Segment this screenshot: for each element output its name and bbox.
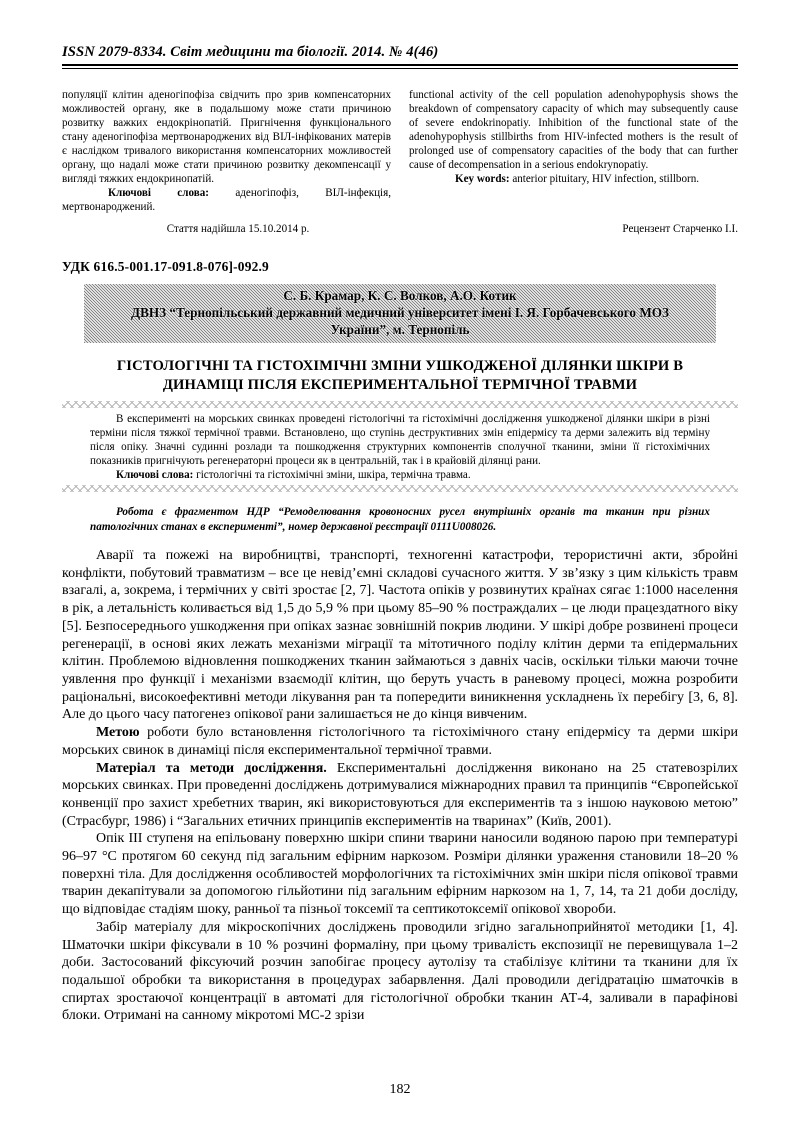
reviewer-name: Рецензент Старченко І.І. <box>622 223 738 236</box>
article-abstract-text: В експерименті на морських свинках проведені гістологічні та гістохімічні дослідження ушкодженої ділянки шкіри в різні терміни після тяжкої термічної травми. Встановлено, що ступінь деструктивних змін епідермісу та дерми залежить від терміну після опіку. Значні судинні розлади та пошкодження структурних компонентів сполучної тканини, зміни її гістохімічних показників пригнічують регенераторні процеси як в центральній, так і в крайовій ділянці рани. <box>90 412 710 467</box>
paragraph-text: Забір матеріалу для мікроскопічних досліджень проводили згідно загальноприйнятої методики [1, 4]. Шматочки шкіри фіксували в 10 % розчині формаліну, при цьому тривалість експозиції не перевищувала 1–2 доби. Застосований фіксуючий розчин запобігає процесу аутолізу та стабілізує клітини та тканини для їх подальшої обробки та використання в процедурах забарвлення. Далі проводили дегідратацію шматочків в спиртах зростаючої концентрації в автоматі для гістологічної обробки тканин АТ-4, заливали в парафінові блоки. Отримані на санному мікротомі МС-2 зрізи <box>62 919 738 1024</box>
article-title <box>62 357 738 395</box>
paragraph-lead: Матеріал та методи дослідження. <box>96 760 327 776</box>
body-paragraph <box>62 919 738 1025</box>
authors-line: С. Б. Крамар, К. С. Волков, А.О. Котик <box>283 288 517 304</box>
page-number: 182 <box>389 1082 411 1097</box>
article-title-line-2: ДИНАМІЦІ ПІСЛЯ ЕКСПЕРИМЕНТАЛЬНОЇ ТЕРМІЧНОЇ ТРАВМИ <box>162 376 638 393</box>
keywords-label-english: Key words: <box>455 173 510 186</box>
paragraph-text: Експериментальні дослідження виконано на 25 статевозрілих морських свинках. При проведенні досліджень дотримувалися міжнародних правил та принципів “Європейської конвенції про захист хребетних тварин, які використовуються для експериментів та з іншою науковою метою” (Страсбург, 1986) і “Загальних етичних принципів експериментів на тваринах” (Київ, 2001). <box>62 760 739 829</box>
keywords-line-english <box>409 172 738 186</box>
article-abstract <box>90 412 710 482</box>
header-rule <box>62 64 738 69</box>
funding-note <box>90 505 710 534</box>
keywords-text-ukrainian: аденогіпофіз, ВІЛ-інфекція, мертвонароджений. <box>62 187 391 214</box>
funding-note-text: Робота є фрагментом НДР “Ремоделювання кровоносних русел внутрішніх органів та тканин при різних патологічних станах в експерименті”, номер державної реєстрації 0111U008026. <box>90 505 710 533</box>
previous-article-abstract <box>62 88 738 215</box>
zigzag-divider-bottom <box>62 485 738 492</box>
body-paragraph <box>62 547 738 724</box>
body-paragraph <box>62 724 738 759</box>
abstract-text-english: functional activity of the cell population adenohypophysis shows the breakdown of compensatory capacity of which may subsequently cause of severe endokrinopatiy. Inhibition of the functional state of the adenohypophysis stillbirths from HIV-infected mothers is the result of prolonged use of compensatory capacities of the body that can further cause of decompensation in a serious endokrynopatiy. <box>409 88 738 171</box>
zigzag-divider-top <box>62 401 738 408</box>
body-paragraph <box>62 760 738 831</box>
article-title-line-1: ГІСТОЛОГІЧНІ ТА ГІСТОХІМІЧНІ ЗМІНИ УШКОДЖЕНОЇ ДІЛЯНКИ ШКІРИ В <box>116 357 684 374</box>
paragraph-text: Аварії та пожежі на виробництві, транспорті, техногенні катастрофи, терористичні акти, збройні конфлікти, побутовий травматизм – все це невід’ємні складові сучасного життя. У зв’язку з цим кількість травм взагалі, а, зокрема, і термічних у світі зростає [2, 7]. Частота опіків у розвинутих країнах сягає 1:1000 населення в рік, а летальність коливається від 1,5 до 5,9 % при цьому 85–90 % постраждалих – це люди працездатного віку [5]. Безпосереднього ушкодження при опіках зазнає зовнішній покрив людини. У шкірі добре розвинені процеси регенерації, в основі яких лежать механізми міграції та мітотичного поділу клітин дерми та епідермальних клітин. Проблемою відновлення пошкоджених тканин займаються з давніх часів, оскільки тільки маючи точне уявлення про функції і механізми взаємодії клітин, що беруть участь в раневому процесі, можна розробити раціональні, високоефективні методи лікування ран та попередити виникнення ускладнень їх перебігу [3, 6, 8]. Але до цього часу патогенез опікової рани залишається не до кінця вивченим. <box>62 548 738 723</box>
abstract-column-english <box>409 88 738 215</box>
article-body <box>62 547 738 1025</box>
body-paragraph <box>62 830 738 919</box>
submission-row <box>62 223 738 237</box>
abstract-text-ukrainian: популяції клітин аденогіпофіза свідчить про зрив компенсаторних можливостей органу, яке в подальшому може стати причиною розвитку важких ендокрінопатій. Пригнічення функціонального стану аденогіпофіза мертвонароджених від ВІЛ-інфікованих матерів є наслідком тривалого використання компенсаторних можливостей органу, що надалі може стати причиною розвитку декомпенсації у вигляді тяжких ендокринопатій. <box>62 88 391 186</box>
keywords-text-english: anterior pituitary, HIV infection, stillborn. <box>512 173 700 186</box>
paragraph-lead: Метою <box>96 725 140 741</box>
keywords-line-ukrainian <box>62 186 391 214</box>
running-head: ISSN 2079-8334. Світ медицини та біології. 2014. № 4(46) <box>62 44 439 60</box>
article-keywords-text: гістологічні та гістохімічні зміни, шкіра, термічна травма. <box>196 468 471 481</box>
affiliation-line-1: ДВНЗ “Тернопільський державний медичний університет імені І. Я. Горбачевського МОЗ <box>131 305 669 321</box>
affiliation-line-2: України”, м. Тернопіль <box>330 322 470 338</box>
keywords-label-ukrainian: Ключові слова: <box>108 187 209 200</box>
abstract-column-ukrainian <box>62 88 391 215</box>
paragraph-text: роботи було встановлення гістологічного та гістохімічного стану епідермісу та дерми шкіри морських свинок в динаміці після експериментальної термічної травми. <box>62 725 738 758</box>
submission-date: Стаття надійшла 15.10.2014 р. <box>166 223 310 236</box>
article-keywords-line <box>90 468 710 482</box>
authors-affiliation-block <box>84 284 716 342</box>
udc-code: УДК 616.5-001.17-091.8-076]-092.9 <box>62 259 269 275</box>
article-keywords-label: Ключові слова: <box>116 468 194 481</box>
paragraph-text: Опік III ступеня на епільовану поверхню шкіри спини тварини наносили водяною парою при температурі 96–97 °С протягом 60 секунд під загальним ефірним наркозом. Розміри ділянки ураження становили 18–20 % поверхні тіла. Для дослідження особливостей морфологічних та гістохімічних змін шкіри після опікової травми тварин декапітували за допомогою гільйотини під загальним ефірним наркозом на 1, 7, 14, та 21 доби досліду, що відповідає стадіям шоку, ранньої та пізньої токсемії та септикотоксемії опікової хвороби. <box>62 831 738 918</box>
